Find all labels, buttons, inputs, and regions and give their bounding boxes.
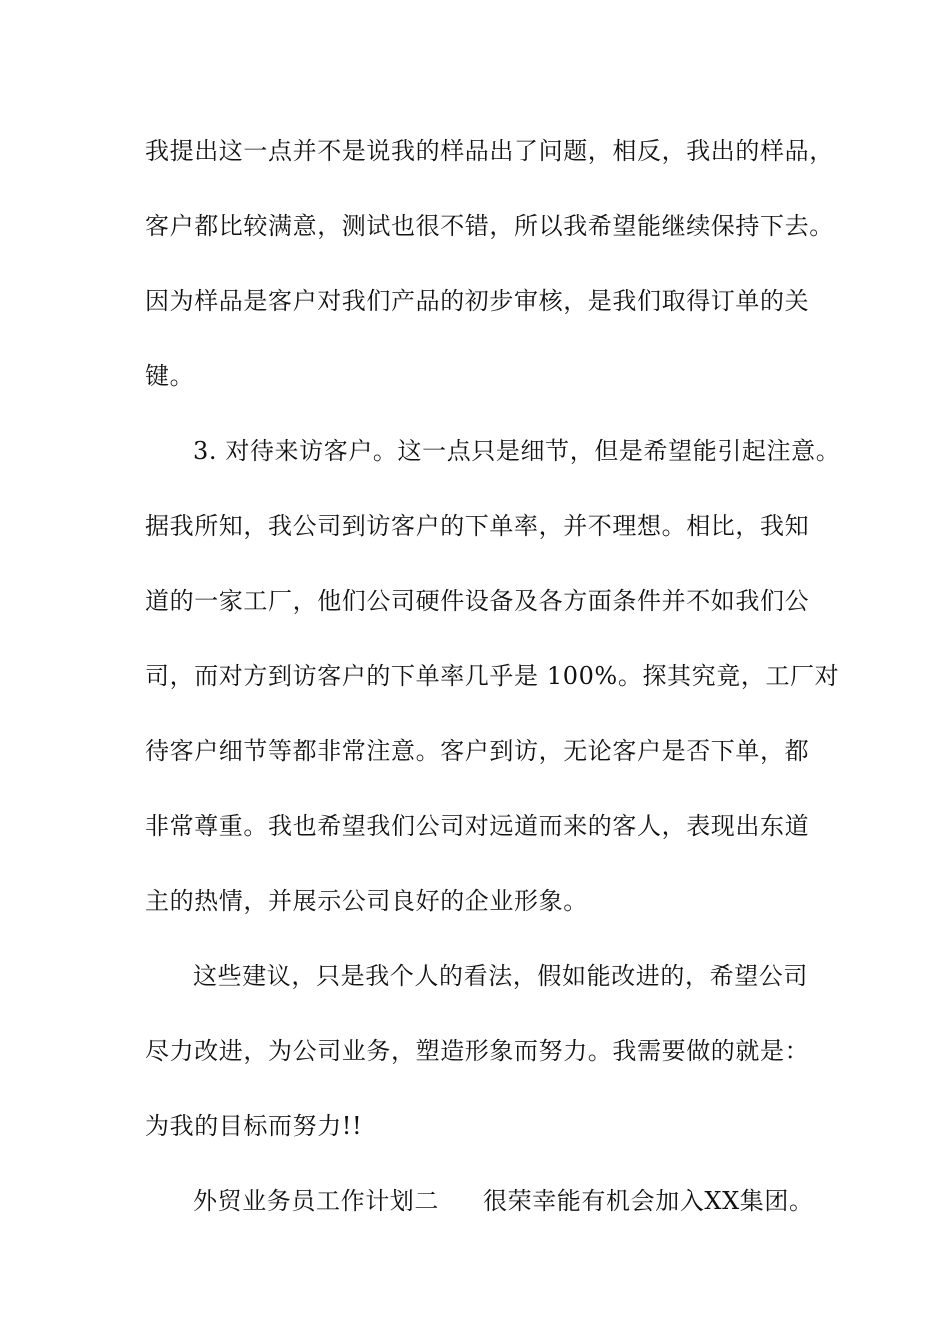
paragraph-line: 客户都比较满意，测试也很不错，所以我希望能继续保持下去。 bbox=[145, 212, 834, 240]
section-heading-line bbox=[193, 1186, 814, 1216]
paragraph-line: 司，而对方到访客户的下单率几乎是 100%。探其究竟，工厂对 bbox=[145, 662, 840, 690]
paragraph-line: 待客户细节等都非常注意。客户到访，无论客户是否下单，都 bbox=[145, 737, 810, 765]
paragraph-line: 键。 bbox=[145, 362, 195, 390]
paragraph-line: 因为样品是客户对我们产品的初步审核，是我们取得订单的关 bbox=[145, 287, 810, 315]
paragraph-line: 我提出这一点并不是说我的样品出了问题，相反，我出的样品， bbox=[145, 137, 834, 165]
paragraph-line: 主的热情，并展示公司良好的企业形象。 bbox=[145, 887, 588, 915]
paragraph-line: 道的一家工厂，他们公司硬件设备及各方面条件并不如我们公 bbox=[145, 587, 810, 615]
paragraph-line: 为我的目标而努力!! bbox=[145, 1112, 363, 1140]
paragraph-line: 尽力改进，为公司业务，塑造形象而努力。我需要做的就是： bbox=[145, 1037, 810, 1065]
paragraph-line: 这些建议，只是我个人的看法，假如能改进的，希望公司 bbox=[193, 962, 808, 990]
section-intro-text: 很荣幸能有机会加入XX集团。 bbox=[483, 1187, 814, 1215]
section-title: 外贸业务员工作计划二 bbox=[193, 1187, 439, 1215]
paragraph-line: 3. 对待来访客户。这一点只是细节，但是希望能引起注意。 bbox=[193, 437, 841, 465]
paragraph-line: 据我所知，我公司到访客户的下单率，并不理想。相比，我知 bbox=[145, 512, 810, 540]
paragraph-line: 非常尊重。我也希望我们公司对远道而来的客人，表现出东道 bbox=[145, 812, 810, 840]
